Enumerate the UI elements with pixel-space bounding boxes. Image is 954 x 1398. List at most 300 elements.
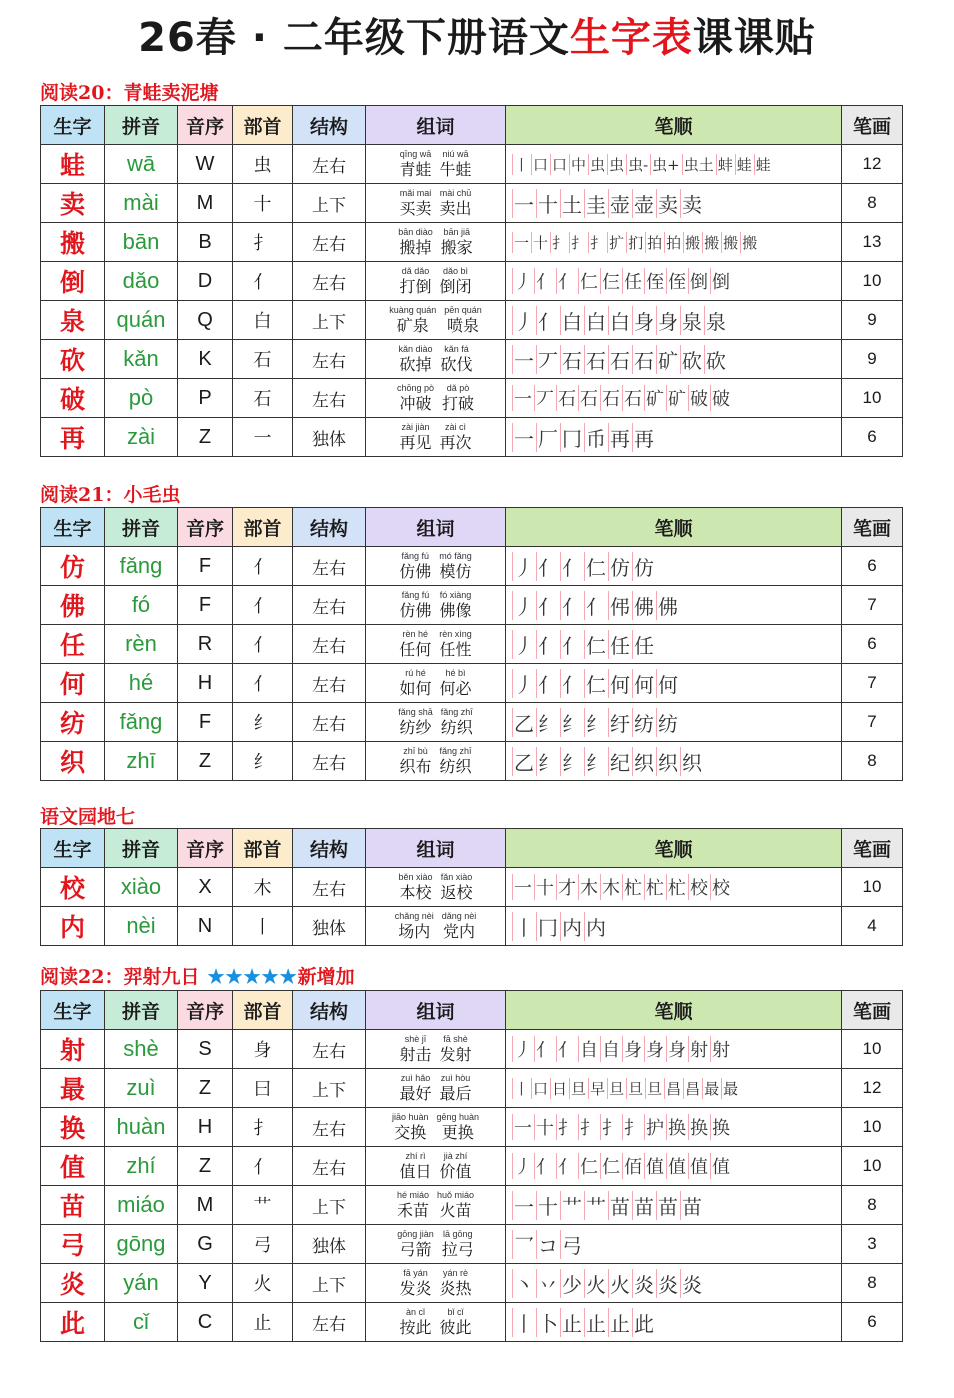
stroke-order-cell [506,418,842,457]
word-pinyin: jià zhí [443,1151,468,1161]
word-pinyin: chōng pò [396,383,435,393]
stroke-order-cell [506,223,842,262]
words-cell [366,547,506,586]
word-text: 按此 [399,1318,432,1337]
stroke-step: 伄 [608,591,630,620]
stroke-step: 石 [632,345,654,374]
word-pair [366,873,505,901]
stroke-step: 壶 [632,189,654,218]
stroke-count-cell: 8 [842,742,903,781]
words-cell [366,418,506,457]
stroke-step: 十 [533,233,549,252]
stroke-step: 旦 [628,1079,644,1098]
stroke-step: 扌 [578,1114,598,1140]
initial-cell: N [178,907,233,946]
word-item [399,630,431,658]
structure-cell: 左右 [293,1108,366,1147]
table-row [41,223,903,262]
section-label [40,962,355,989]
table-row [41,586,903,625]
stroke-step: 冂 [560,423,582,452]
stroke-step: 仁 [600,1153,620,1179]
stroke-step: 丿 [512,591,534,620]
word-pair [366,669,505,697]
radical-cell: 亻 [233,586,293,625]
pinyin-cell: fǎng [105,703,178,742]
char-table [40,828,903,946]
structure-cell: 左右 [293,145,366,184]
stroke-count-cell: 10 [842,262,903,301]
word-pinyin: hé bì [445,668,466,678]
stroke-step: 佛 [656,591,678,620]
radical-cell: 亻 [233,1147,293,1186]
word-pinyin: mǎi mai [399,188,432,198]
word-item [444,306,482,334]
word-item [397,1191,429,1219]
stroke-step: 亻 [560,669,582,698]
stroke-step: 币 [584,423,606,452]
pinyin-cell: cǐ [105,1303,178,1342]
header-structure: 结构 [293,991,366,1030]
stroke-step: 丆 [534,385,554,411]
stroke-step: 石 [556,385,576,411]
char-table [40,507,903,781]
word-text: 佛像 [439,601,472,620]
stroke-step: 一 [512,385,532,411]
stroke-step: 昌 [666,1079,682,1098]
stroke-step: 蛙 [736,155,752,174]
header-char: 生字 [41,829,105,868]
word-item [437,1113,480,1141]
word-text: 禾苗 [396,1201,429,1220]
header-initial: 音序 [178,106,233,145]
stroke-step: 蛙 [755,155,771,174]
word-text: 打破 [442,394,475,413]
word-text: 返校 [440,883,473,902]
word-pair [366,267,505,295]
stroke-step: 扌 [556,1114,576,1140]
initial-cell: Z [178,1069,233,1108]
word-pinyin: zhí rì [405,1151,426,1161]
pinyin-cell: yán [105,1264,178,1303]
word-item [440,150,472,178]
word-text: 砍掉 [399,355,432,374]
char-cell: 佛 [41,586,105,625]
char-cell: 炎 [41,1264,105,1303]
star-rating: ★★★★★ [207,966,298,988]
pinyin-cell: quán [105,301,178,340]
stroke-step: 搬 [742,233,758,252]
word-pair [366,1152,505,1180]
word-pair [366,912,505,940]
stroke-step: 纺 [656,708,678,737]
structure-cell: 左右 [293,868,366,907]
word-pair [366,228,505,256]
structure-cell: 上下 [293,1186,366,1225]
words-cell [366,625,506,664]
stroke-step: 才 [556,874,576,900]
table-row [41,907,903,946]
word-text: 仿佛 [399,562,432,581]
structure-cell: 左右 [293,586,366,625]
stroke-count-cell: 6 [842,547,903,586]
stroke-step: 一 [512,423,534,452]
words-cell [366,223,506,262]
stroke-step: 丨 [512,1308,534,1337]
word-text: 最好 [399,1084,432,1103]
stroke-step: 亻 [536,630,558,659]
stroke-step: 亻 [534,1036,554,1062]
char-cell: 苗 [41,1186,105,1225]
word-item [441,345,473,373]
word-text: 搬家 [440,238,473,257]
stroke-order-cell [506,145,842,184]
stroke-step: 身 [656,306,678,335]
header-words: 组词 [366,991,506,1030]
radical-cell: 曰 [233,1069,293,1108]
stroke-step: 仁 [584,552,606,581]
stroke-step: 石 [622,385,642,411]
char-cell: 纺 [41,703,105,742]
word-pinyin: mài chū [439,188,472,198]
initial-cell: Z [178,742,233,781]
stroke-step: 卖 [680,189,702,218]
stroke-step: 虫 [609,155,625,174]
header-words: 组词 [366,829,506,868]
stroke-count-cell: 10 [842,379,903,418]
char-cell: 何 [41,664,105,703]
word-text: 如何 [399,679,432,698]
header-count: 笔画 [842,106,903,145]
stroke-step: 扌 [571,233,587,252]
stroke-step: 纟 [560,747,582,776]
stroke-order-cell [506,703,842,742]
stroke-step: 拍 [647,233,663,252]
structure-cell: 上下 [293,184,366,223]
stroke-step: 倒 [710,268,730,294]
stroke-step: 蚌 [717,155,733,174]
stroke-step: 乙 [512,708,534,737]
word-pinyin: fǎng zhī [439,746,472,756]
stroke-step: 换 [688,1114,708,1140]
structure-cell: 上下 [293,1069,366,1108]
stroke-order-cell [506,301,842,340]
pinyin-cell: fǎng [105,547,178,586]
stroke-step: 自 [578,1036,598,1062]
words-cell [366,145,506,184]
radical-cell: 白 [233,301,293,340]
header-radical: 部首 [233,508,293,547]
stroke-count-cell: 10 [842,1030,903,1069]
word-pinyin: bān jiā [443,227,471,237]
initial-cell: P [178,379,233,418]
structure-cell: 左右 [293,262,366,301]
table-row [41,703,903,742]
pinyin-cell: zài [105,418,178,457]
stroke-step: 射 [688,1036,708,1062]
word-item [440,591,472,619]
section-label-text: 阅读21：小毛虫 [40,484,181,506]
initial-cell: F [178,586,233,625]
header-words: 组词 [366,106,506,145]
stroke-step: 倒 [688,268,708,294]
char-cell: 内 [41,907,105,946]
stroke-step: 织 [656,747,678,776]
stroke-step: 扌 [600,1114,620,1140]
pinyin-cell: wā [105,145,178,184]
word-text: 再见 [399,433,432,452]
stroke-step: 丿 [512,630,534,659]
stroke-count-cell: 8 [842,1264,903,1303]
initial-cell: R [178,625,233,664]
word-pinyin: pēn quán [444,305,482,315]
char-cell: 泉 [41,301,105,340]
stroke-step: 校 [688,874,708,900]
stroke-step: 身 [632,306,654,335]
word-pair [366,747,505,775]
stroke-step: 破 [710,385,730,411]
header-strokes: 笔顺 [506,106,842,145]
stroke-step: 亻 [536,552,558,581]
stroke-step: 侄 [644,268,664,294]
word-text: 喷泉 [447,316,480,335]
word-pinyin: dǎ pò [446,383,470,393]
pinyin-cell: zuì [105,1069,178,1108]
title-part2: 生字表 [569,15,693,61]
word-text: 再次 [439,433,472,452]
initial-cell: H [178,1108,233,1147]
words-cell [366,262,506,301]
word-pair [366,189,505,217]
char-cell: 织 [41,742,105,781]
word-pinyin: gēng huàn [436,1112,480,1122]
pinyin-cell: xiào [105,868,178,907]
stroke-step: 口 [552,155,568,174]
pinyin-cell: pò [105,379,178,418]
stroke-step: 纟 [536,708,558,737]
stroke-step: 射 [710,1036,730,1062]
stroke-step: 土 [560,189,582,218]
word-text: 值日 [399,1162,432,1181]
stroke-step: 再 [632,423,654,452]
word-item [440,423,472,451]
table-row [41,1303,903,1342]
stroke-step: 丿 [512,268,532,294]
header-strokes: 笔顺 [506,508,842,547]
header-strokes: 笔顺 [506,829,842,868]
stroke-step: 最 [704,1079,720,1098]
word-item [397,384,434,412]
word-text: 弓箭 [399,1240,432,1259]
initial-cell: F [178,547,233,586]
word-pinyin: àn cǐ [405,1307,425,1317]
radical-cell: 纟 [233,703,293,742]
stroke-count-cell: 6 [842,625,903,664]
word-text: 搬掉 [399,238,432,257]
pinyin-cell: hé [105,664,178,703]
word-pair [366,708,505,736]
stroke-step: 扩 [609,233,625,252]
word-pinyin: kǎn fá [444,344,469,354]
pinyin-cell: kǎn [105,340,178,379]
stroke-step: 纟 [584,708,606,737]
stroke-step: 泉 [680,306,702,335]
stroke-step: 止 [608,1308,630,1337]
words-cell [366,868,506,907]
stroke-step: 纺 [632,708,654,737]
stroke-step: 冂 [536,912,558,941]
stroke-step: 亻 [536,591,558,620]
stroke-order-cell [506,625,842,664]
word-text: 矿泉 [396,316,429,335]
radical-cell: 亻 [233,547,293,586]
word-pinyin: shè jī [404,1034,427,1044]
word-item [440,1074,472,1102]
stroke-step: 扌 [590,233,606,252]
table-row [41,1264,903,1303]
initial-cell: Y [178,1264,233,1303]
section-label [40,480,180,507]
word-pinyin: chǎng nèi [394,911,434,921]
words-cell [366,340,506,379]
stroke-step: 苗 [656,1191,678,1220]
stroke-step: 乛 [512,1230,534,1259]
structure-cell: 上下 [293,1264,366,1303]
header-pinyin: 拼音 [105,829,178,868]
stroke-step: 矿 [666,385,686,411]
table-row [41,145,903,184]
words-cell [366,1186,506,1225]
stroke-step: 矿 [656,345,678,374]
pinyin-cell: dǎo [105,262,178,301]
stroke-count-cell: 6 [842,418,903,457]
word-text: 仿佛 [399,601,432,620]
stroke-count-cell: 12 [842,145,903,184]
table-header-row [41,106,903,145]
stroke-step: 一 [512,874,532,900]
header-radical: 部首 [233,829,293,868]
stroke-step: 艹 [560,1191,582,1220]
stroke-step: 值 [644,1153,664,1179]
header-char: 生字 [41,991,105,1030]
header-count: 笔画 [842,508,903,547]
section-label-text: 阅读22：羿射九日 [40,966,200,988]
word-pinyin: bǐ cǐ [447,1307,464,1317]
table-header-row [41,508,903,547]
stroke-step: 旦 [609,1079,625,1098]
char-cell: 此 [41,1303,105,1342]
word-text: 火苗 [439,1201,472,1220]
words-cell [366,703,506,742]
radical-cell: 止 [233,1303,293,1342]
stroke-step: 扌 [552,233,568,252]
stroke-step: 仁 [578,268,598,294]
word-pinyin: fǎng fú [401,590,430,600]
stroke-step: 虫土 [683,155,714,174]
stroke-step: 石 [584,345,606,374]
stroke-order-cell [506,340,842,379]
word-item [399,189,431,217]
initial-cell: S [178,1030,233,1069]
stroke-step: 壶 [608,189,630,218]
word-pair [366,1035,505,1063]
stroke-step: コ [536,1230,558,1259]
stroke-step: 亻 [534,268,554,294]
word-pinyin: fā shè [443,1034,468,1044]
stroke-step: 亻 [536,306,558,335]
stroke-step: 何 [656,669,678,698]
stroke-step: 砍 [704,345,726,374]
radical-cell: 十 [233,184,293,223]
initial-cell: X [178,868,233,907]
radical-cell: 丨 [233,907,293,946]
word-item [442,912,477,940]
stroke-step: 石 [608,345,630,374]
word-text: 砍伐 [440,355,473,374]
table-header-row [41,991,903,1030]
structure-cell: 独体 [293,418,366,457]
stroke-order-cell [506,586,842,625]
stroke-step: 圭 [584,189,606,218]
stroke-step: 白 [608,306,630,335]
section-label [40,802,135,829]
page-title [0,6,954,63]
stroke-step: 乙 [512,747,534,776]
stroke-step: 扪 [628,233,644,252]
word-text: 交换 [394,1123,427,1142]
stroke-step: 砍 [680,345,702,374]
stroke-step: 破 [688,385,708,411]
word-item [439,630,472,658]
stroke-step: 白 [560,306,582,335]
radical-cell: 一 [233,418,293,457]
initial-cell: H [178,664,233,703]
table-row [41,547,903,586]
stroke-step: 织 [632,747,654,776]
stroke-order-cell [506,379,842,418]
word-item [440,1269,472,1297]
word-pinyin: lā gōng [443,1229,473,1239]
stroke-step: 亻 [560,591,582,620]
structure-cell: 左右 [293,1030,366,1069]
word-item [397,1230,434,1258]
stroke-step: 内 [584,912,606,941]
word-pinyin: dǎng nèi [441,911,477,921]
word-text: 本校 [399,883,432,902]
word-item [441,873,473,901]
stroke-step: 口 [533,1079,549,1098]
stroke-step: 十 [534,1114,554,1140]
stroke-order-cell [506,1030,842,1069]
initial-cell: G [178,1225,233,1264]
stroke-count-cell: 9 [842,301,903,340]
radical-cell: 石 [233,340,293,379]
radical-cell: 扌 [233,1108,293,1147]
stroke-order-cell [506,1186,842,1225]
stroke-step: 弓 [560,1230,582,1259]
char-cell: 倒 [41,262,105,301]
word-pinyin: dǎ dǎo [401,266,430,276]
char-table [40,105,903,457]
title-part1: 26春 · 二年级下册语文 [138,15,570,61]
word-text: 冲破 [399,394,432,413]
word-text: 场内 [398,922,431,941]
radical-cell: 木 [233,868,293,907]
initial-cell: Z [178,418,233,457]
table-row [41,1069,903,1108]
header-char: 生字 [41,508,105,547]
table-row [41,184,903,223]
